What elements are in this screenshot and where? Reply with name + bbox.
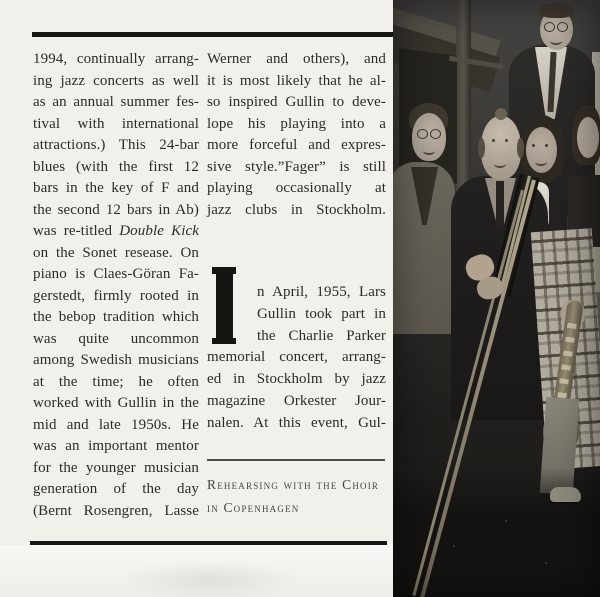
center-man-tie xyxy=(496,181,504,227)
center-man-hair-tuft xyxy=(495,108,507,120)
shoe xyxy=(550,487,581,502)
left-man-smile xyxy=(423,147,435,155)
text-line: the second 12 bars in Ab) xyxy=(33,201,199,218)
text-line: bars in the key of F and xyxy=(33,180,199,196)
woman2-face xyxy=(577,117,599,158)
text-line: generation of the day xyxy=(33,481,199,497)
text-line: at the time; he often xyxy=(33,373,199,390)
left-man-glasses xyxy=(416,129,442,138)
text-line: the bebop tradition which xyxy=(33,309,199,325)
text-line: nalen. At this event, Gul- xyxy=(207,415,386,431)
text-segment: was re-titled xyxy=(33,223,113,239)
text-line: was quite uncommon xyxy=(33,330,199,347)
caption-rule xyxy=(207,459,385,461)
floor-speck xyxy=(453,545,455,547)
text-line: tival with international xyxy=(33,115,199,132)
text-line: playing occasionally at xyxy=(207,180,386,196)
album-title-italic: Double Kick xyxy=(119,223,200,239)
text-line: sive style.”Fager” is still xyxy=(207,158,386,175)
center-man-eyes xyxy=(491,139,509,143)
drop-cap-text xyxy=(212,267,213,269)
text-line: ing jazz concerts as well xyxy=(33,72,199,89)
floor-speck xyxy=(505,520,507,522)
photo-caption xyxy=(207,474,393,519)
text-line: blues (with the first 12 xyxy=(33,158,199,175)
top-rule xyxy=(32,32,394,37)
floor-speck xyxy=(545,562,547,564)
text-line: attractions.) This 24-bar xyxy=(33,137,199,153)
text-line-with-italic xyxy=(33,221,199,243)
text-line: among Swedish musicians xyxy=(33,352,199,368)
text-line: gerstedt, firmly rooted in xyxy=(33,287,199,304)
text-column-right-para2-full xyxy=(207,346,386,434)
center-man-side-hair xyxy=(517,138,524,158)
tall-man-glasses xyxy=(543,22,569,31)
text-line: magazine Orkester Jour- xyxy=(207,393,386,409)
photo-rehearsal-group xyxy=(393,0,600,597)
text-line: lope his playing into a xyxy=(207,115,386,132)
text-line: ed in Stockholm by jazz xyxy=(207,371,386,387)
text-line: memorial concert, arrang- xyxy=(207,349,386,365)
text-line: 1994, continually arrang- xyxy=(33,51,199,67)
text-line: mid and late 1950s. He xyxy=(33,416,199,433)
text-line: Werner and others), and xyxy=(207,51,386,67)
woman1-smile xyxy=(535,158,547,166)
text-line: the Charlie Parker xyxy=(257,328,386,344)
text-column-left xyxy=(33,49,199,522)
text-line: piano is Claes-Göran Fa- xyxy=(33,266,199,282)
text-line: was an important mentor xyxy=(33,438,199,454)
text-line: as an annual summer fes- xyxy=(33,94,199,110)
center-man-smile xyxy=(494,160,506,168)
text-line: jazz clubs in Stockholm. xyxy=(207,201,386,218)
text-line: more forceful and expres- xyxy=(207,137,386,153)
tall-man-hair xyxy=(539,3,574,18)
center-man-face xyxy=(481,116,521,179)
text-line: Gullin took part in xyxy=(257,306,386,322)
woman1-eyes xyxy=(531,144,549,148)
scan-smudge xyxy=(120,560,300,597)
text-line: n April, 1955, Lars xyxy=(257,284,386,300)
text-line: it is most likely that he al- xyxy=(207,72,386,89)
caption-line-1: Rehearsing with the Choir xyxy=(207,477,380,492)
text-line: on the Sonet resease. On xyxy=(33,244,199,261)
woman1-face xyxy=(526,127,557,173)
drop-cap-stem xyxy=(216,272,233,339)
text-column-right-para1 xyxy=(207,49,386,221)
drop-cap-letter xyxy=(212,267,236,344)
tall-man-smile xyxy=(550,37,562,45)
text-line: for the younger musician xyxy=(33,459,199,476)
text-line: so inspired Gullin to deve- xyxy=(207,94,386,110)
text-line: (Bernt Rosengren, Lasse xyxy=(33,502,199,519)
drop-cap-bottom-serif xyxy=(212,338,236,345)
text-column-right-para2-indent xyxy=(257,281,386,347)
caption-line-2: in Copenhagen xyxy=(207,499,300,515)
center-man-side-hair xyxy=(478,138,485,158)
text-line: worked with Gullin in the xyxy=(33,395,199,411)
